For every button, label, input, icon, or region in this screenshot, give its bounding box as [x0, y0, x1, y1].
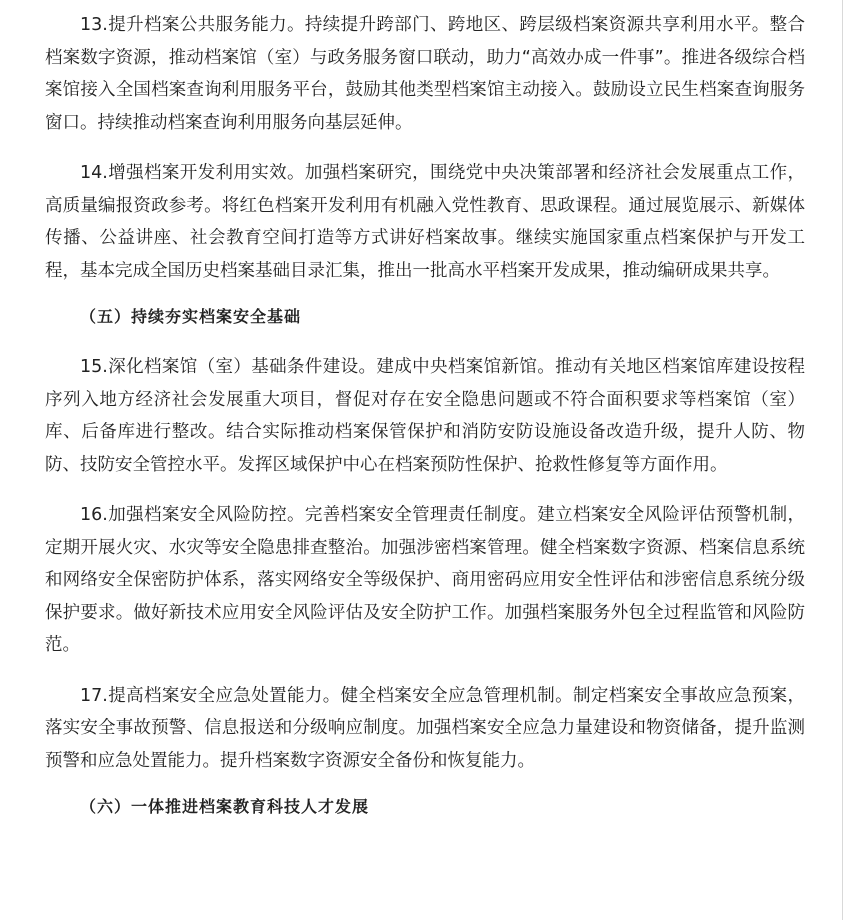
paragraph-15: 15.深化档案馆（室）基础条件建设。建成中央档案馆新馆。推动有关地区档案馆库建设按程序列入地方经济社会发展重大项目，督促对存在安全隐患问题或不符合面积要求等档案馆（室）库、后备库进行整改。结合实际推动档案保管保护和消防安防设施设备改造升级，提升人防、物防、技防安全管控水平。发挥区域保护中心在档案预防性保护、抢救性修复等方面作用。: [45, 357, 805, 475]
page-edge-divider: [842, 0, 843, 920]
paragraph-13: 13.提升档案公共服务能力。持续提升跨部门、跨地区、跨层级档案资源共享利用水平。整合档案数字资源，推动档案馆（室）与政务服务窗口联动，助力“高效办成一件事”。推进各级综合档案馆接入全国档案查询利用服务平台，鼓励其他类型档案馆主动接入。鼓励设立民生档案查询服务窗口。持续推动档案查询利用服务向基层延伸。: [45, 15, 805, 133]
paragraph-14: 14.增强档案开发利用实效。加强档案研究，围绕党中央决策部署和经济社会发展重点工作，高质量编报资政参考。将红色档案开发利用有机融入党性教育、思政课程。通过展览展示、新媒体传播、公益讲座、社会教育空间打造等方式讲好档案故事。继续实施国家重点档案保护与开发工程，基本完成全国历史档案基础目录汇集，推出一批高水平档案开发成果，推动编研成果共享。: [45, 163, 805, 281]
paragraph-16: 16.加强档案安全风险防控。完善档案安全管理责任制度。建立档案安全风险评估预警机制，定期开展火灾、水灾等安全隐患排查整治。加强涉密档案管理。健全档案数字资源、档案信息系统和网络安全保密防护体系，落实网络安全等级保护、商用密码应用安全性评估和涉密信息系统分级保护要求。做好新技术应用安全风险评估及安全防护工作。加强档案服务外包全过程监管和风险防范。: [45, 505, 805, 655]
section-heading-5: （五）持续夯实档案安全基础: [80, 307, 302, 326]
section-heading-6: （六）一体推进档案教育科技人才发展: [80, 797, 370, 816]
paragraph-17: 17.提高档案安全应急处置能力。健全档案安全应急管理机制。制定档案安全事故应急预案，落实安全事故预警、信息报送和分级响应制度。加强档案安全应急力量建设和物资储备，提升监测预警和应急处置能力。提升档案数字资源安全备份和恢复能力。: [45, 685, 805, 771]
document-body: [45, 9, 805, 841]
